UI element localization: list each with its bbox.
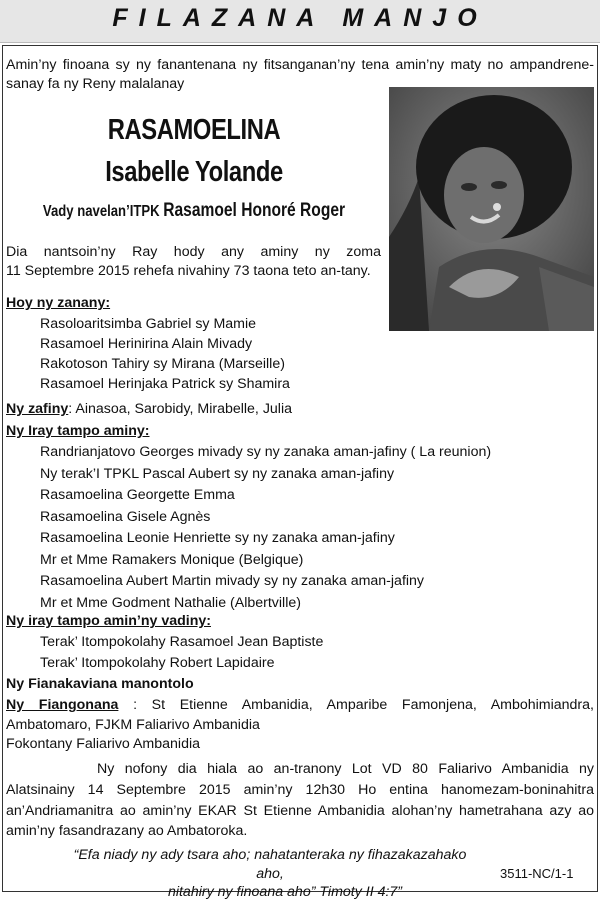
list-item: Rasamoelina Aubert Martin mivady sy ny zanaka aman-jafiny xyxy=(40,573,425,589)
list-item: Rasamoelina Gisele Agnès xyxy=(40,508,211,525)
church-section xyxy=(6,696,594,754)
burial-line: an’Andriamanitra ao amin’ny EKAR St Etienne Ambanidia alohan’ny hametrahana azy ao xyxy=(6,802,594,819)
list-item: Randrianjatovo Georges mivady sy ny zanaka aman-jafiny ( La reunion) xyxy=(40,444,492,460)
bible-quote xyxy=(60,846,480,902)
list-item: Rasamoel Herinirina Alain Mivady xyxy=(40,335,253,352)
quote-line: “Efa niady ny ady tsara aho; nahatanteraka ny fihazakazahako aho, xyxy=(73,847,467,882)
burial-text: Ny nofony dia hiala ao an-tranony Lot VD 80 Faliarivo Ambanidia ny xyxy=(97,761,594,777)
intro-line: Amin’ny finoana sy ny fanantenana ny fitsanganan’ny tena amin’ny maty no ampandrene- xyxy=(6,57,594,73)
list-item: Terak’ Itompokolahy Rasamoel Jean Baptiste xyxy=(40,634,324,650)
burial-line: amin’ny fasandrazany ao Ambatoroka. xyxy=(6,823,248,839)
announcement-line: 11 Septembre 2015 rehefa nivahiny 73 taona teto an-tany. xyxy=(6,262,371,279)
announcement-line: Dia nantsoin’ny Ray hody any aminy ny zoma xyxy=(6,244,381,260)
list-item: Rasamoel Herinjaka Patrick sy Shamira xyxy=(40,375,290,392)
children-heading-label: Hoy ny zanany: xyxy=(6,295,111,311)
children-heading xyxy=(6,294,594,313)
list-item: Mr et Mme Ramakers Monique (Belgique) xyxy=(40,551,304,568)
spouse-prefix: Vady navelan’ITPK xyxy=(42,203,160,220)
reference-code: 3511-NC/1-1 xyxy=(500,866,574,881)
family-heading: Ny Fianakaviana manontolo xyxy=(6,676,194,692)
quote-line: nitahiry ny finoana aho” Timoty II 4:7” xyxy=(167,884,403,900)
church-line-1: : St Etienne Ambanidia, Amparibe Famonjena, Ambohimiandra, xyxy=(133,697,594,713)
grandchildren-heading: Ny zafiny xyxy=(6,401,69,417)
page-title: FILAZANA MANJO xyxy=(112,4,488,32)
list-item: Terak’ Itompokolahy Robert Lapidaire xyxy=(40,654,275,671)
burial-text-block xyxy=(6,781,594,841)
list-item: Rasamoelina Georgette Emma xyxy=(40,487,235,503)
header-banner xyxy=(0,0,600,43)
spouse-name: Rasamoel Honoré Roger xyxy=(163,200,346,221)
intro-line: sanay fa ny Reny malalanay xyxy=(6,75,185,92)
church-line-3: Fokontany Faliarivo Ambanidia xyxy=(6,736,200,752)
list-item: Rasamoelina Leonie Henriette sy ny zanaka aman-jafiny xyxy=(40,530,395,546)
church-heading: Ny Fiangonana xyxy=(6,697,119,713)
siblings-list xyxy=(40,443,600,612)
spouse-siblings-heading xyxy=(6,612,594,631)
church-line xyxy=(6,696,594,715)
spouse-siblings-list xyxy=(40,633,600,672)
siblings-heading-label: Ny Iray tampo aminy: xyxy=(6,423,150,439)
grandchildren-names: : Ainasoa, Sarobidy, Mirabelle, Julia xyxy=(68,401,292,417)
siblings-heading xyxy=(6,422,594,441)
spouse-siblings-heading-label: Ny iray tampo amin’ny vadiny: xyxy=(6,613,211,629)
burial-line-1 xyxy=(97,760,594,779)
announcement xyxy=(6,243,381,280)
list-item: Mr et Mme Godment Nathalie (Albertville) xyxy=(40,594,301,611)
children-list xyxy=(40,315,600,393)
deceased-given-names: Isabelle Yolande xyxy=(105,156,283,188)
list-item: Rasoloaritsimba Gabriel sy Mamie xyxy=(40,316,257,332)
grandchildren xyxy=(6,400,594,419)
burial-line: Alatsinainy 14 Septembre 2015 amin’ny 12h30 Ho entina hanomezam-boninahitra xyxy=(6,782,594,798)
church-line-2: Ambatomaro, FJKM Faliarivo Ambanidia xyxy=(6,716,260,733)
deceased-surname: RASAMOELINA xyxy=(107,114,281,146)
list-item: Ny terak’I TPKL Pascal Aubert sy ny zanaka aman-jafiny xyxy=(40,465,395,482)
spouse-line xyxy=(30,200,358,222)
list-item: Rakotoson Tahiry sy Mirana (Marseille) xyxy=(40,356,285,372)
